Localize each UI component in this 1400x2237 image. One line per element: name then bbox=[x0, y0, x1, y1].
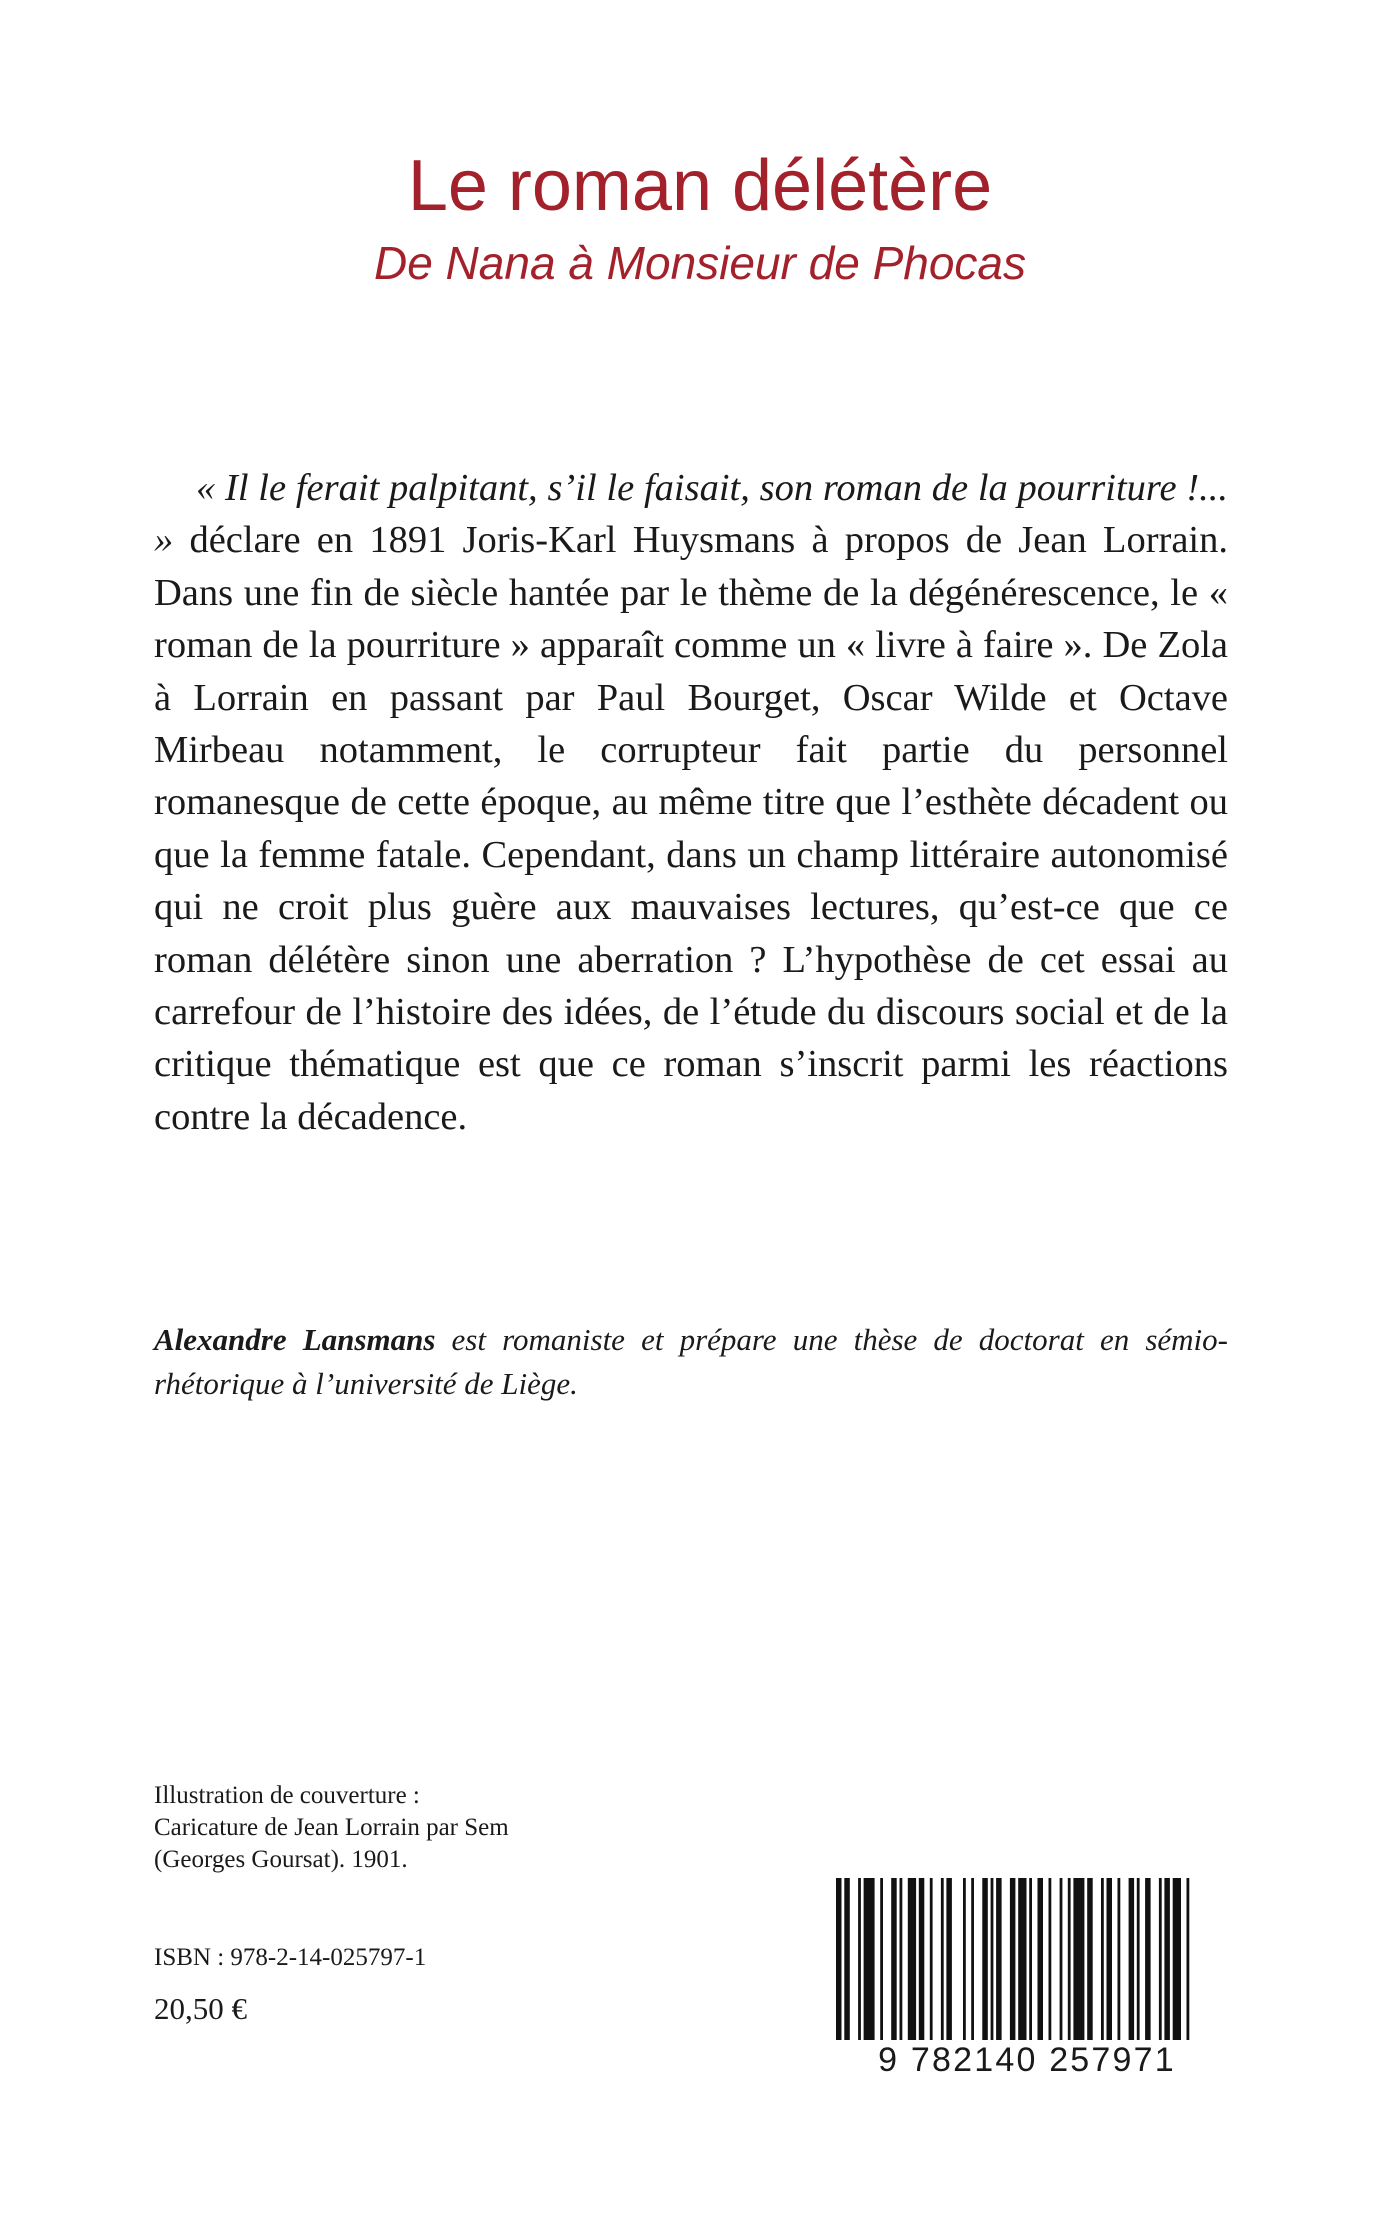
isbn: ISBN : 978-2-14-025797-1 bbox=[154, 1944, 427, 1971]
author-name: Alexandre Lansmans bbox=[154, 1322, 436, 1357]
illustration-credits bbox=[154, 1780, 714, 1876]
author-description: est romaniste et prépare une thèse de doctorat en sémio-rhétorique à l’université de Liège. bbox=[154, 1322, 1228, 1401]
credits-line-2: Caricature de Jean Lorrain par Sem bbox=[154, 1814, 509, 1841]
credits-line-3: (Georges Goursat). 1901. bbox=[154, 1846, 408, 1873]
back-cover-blurb bbox=[154, 462, 1228, 1143]
barcode-digits: 9 782140 257971 bbox=[826, 2040, 1228, 2080]
author-note bbox=[154, 1318, 1228, 1406]
book-subtitle: De Nana à Monsieur de Phocas bbox=[373, 237, 1027, 289]
blurb-text: déclare en 1891 Joris-Karl Huysmans à propos de Jean Lorrain. Dans une fin de siècle hantée par le thème de la dégénérescence, le « roman de la pourriture » apparaît comme un « livre à faire ». De Zola à Lorrain en passant par Paul Bourget, Oscar Wilde et Octave Mirbeau notamment, le corrupteur fait partie du personnel romanesque de cette époque, au même titre que l’esthète décadent ou que la femme fatale. Cependant, dans un champ littéraire autonomisé qui ne croit plus guère aux mauvaises lectures, qu’est-ce que ce roman délétère sinon une aberration ? L’hypothèse de cet essai au carrefour de l’histoire des idées, de l’étude du discours social et de la critique thématique est que ce roman s’inscrit parmi les réactions contre la décadence. bbox=[154, 519, 1228, 1138]
blurb-quote: « Il le ferait palpitant, s’il le faisait, son roman de la pourriture !... » bbox=[154, 467, 1228, 562]
book-title: Le roman délétère bbox=[407, 146, 993, 226]
credits-line-1: Illustration de couverture : bbox=[154, 1782, 420, 1809]
price: 20,50 € bbox=[154, 1991, 247, 2026]
